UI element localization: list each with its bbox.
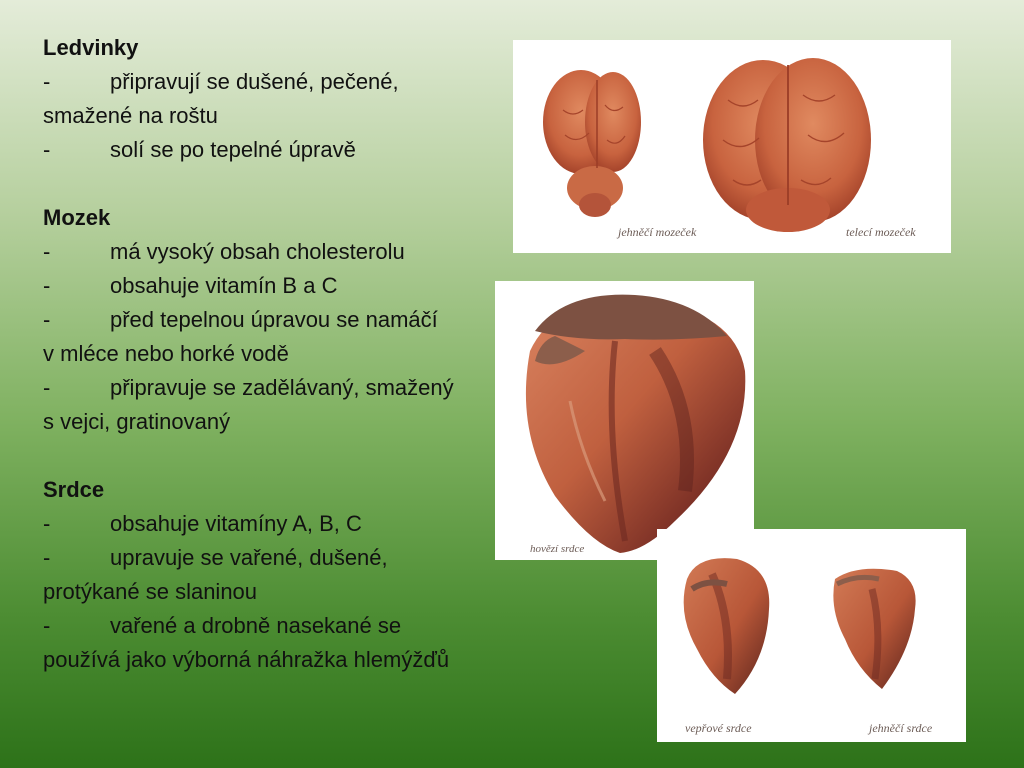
bullet-dash: - (43, 239, 51, 264)
bullet-line (43, 371, 513, 405)
beef-heart-photo (495, 281, 754, 560)
section-spacer (43, 167, 513, 201)
lamb-heart (833, 569, 915, 689)
bullet-dash: - (43, 375, 51, 400)
section-title: Mozek (43, 205, 111, 230)
small-hearts-illustration (657, 529, 966, 742)
continuation-line: smažené na roštu (43, 103, 218, 128)
bullet-dash: - (43, 307, 51, 332)
section-mozek (43, 201, 513, 439)
caption-pork-heart: vepřové srdce (685, 721, 752, 735)
bullet-dash: - (43, 69, 51, 94)
bullet-text: vařené a drobně nasekané se (110, 613, 402, 638)
bullet-dash: - (43, 545, 51, 570)
pork-heart (684, 558, 770, 694)
continuation-line: protýkané se slaninou (43, 579, 258, 604)
bullet-line (43, 269, 513, 303)
bullet-line (43, 609, 513, 643)
caption-calf-brain: telecí mozeček (846, 225, 916, 239)
section-title: Srdce (43, 477, 105, 502)
slide-text (43, 31, 513, 677)
continuation-line: používá jako výborná náhražka hlemýžďů (43, 647, 450, 672)
caption-lamb-heart: jehněčí srdce (869, 721, 933, 735)
bullet-line (43, 235, 513, 269)
lamb-brain (543, 70, 641, 217)
brains-photo (513, 40, 951, 253)
bullet-line (43, 303, 513, 337)
caption-lamb-brain: jehněčí mozeček (618, 225, 697, 239)
section-title: Ledvinky (43, 35, 139, 60)
bullet-text: obsahuje vitamíny A, B, C (110, 511, 362, 536)
beef-heart-illustration (495, 281, 754, 560)
bullet-text: má vysoký obsah cholesterolu (110, 239, 405, 264)
bullet-dash: - (43, 137, 51, 162)
bullet-dash: - (43, 613, 51, 638)
brains-illustration (513, 40, 951, 253)
continuation-line: v mléce nebo horké vodě (43, 341, 289, 366)
calf-brain (703, 58, 871, 232)
continuation-line: s vejci, gratinovaný (43, 409, 231, 434)
bullet-text: před tepelnou úpravou se namáčí (110, 307, 438, 332)
bullet-text: připravuje se zadělávaný, smažený (110, 375, 454, 400)
bullet-line (43, 65, 513, 99)
section-srdce (43, 473, 513, 677)
bullet-line (43, 507, 513, 541)
bullet-text: solí se po tepelné úpravě (110, 137, 356, 162)
bullet-line (43, 133, 513, 167)
bullet-text: připravují se dušené, pečené, (110, 69, 399, 94)
bullet-text: obsahuje vitamín B a C (110, 273, 338, 298)
section-spacer (43, 439, 513, 473)
bullet-line (43, 541, 513, 575)
section-ledvinky (43, 31, 513, 167)
bullet-dash: - (43, 273, 51, 298)
bullet-dash: - (43, 511, 51, 536)
small-hearts-photo (657, 529, 966, 742)
bullet-text: upravuje se vařené, dušené, (110, 545, 388, 570)
caption-beef-heart: hovězí srdce (530, 543, 585, 555)
